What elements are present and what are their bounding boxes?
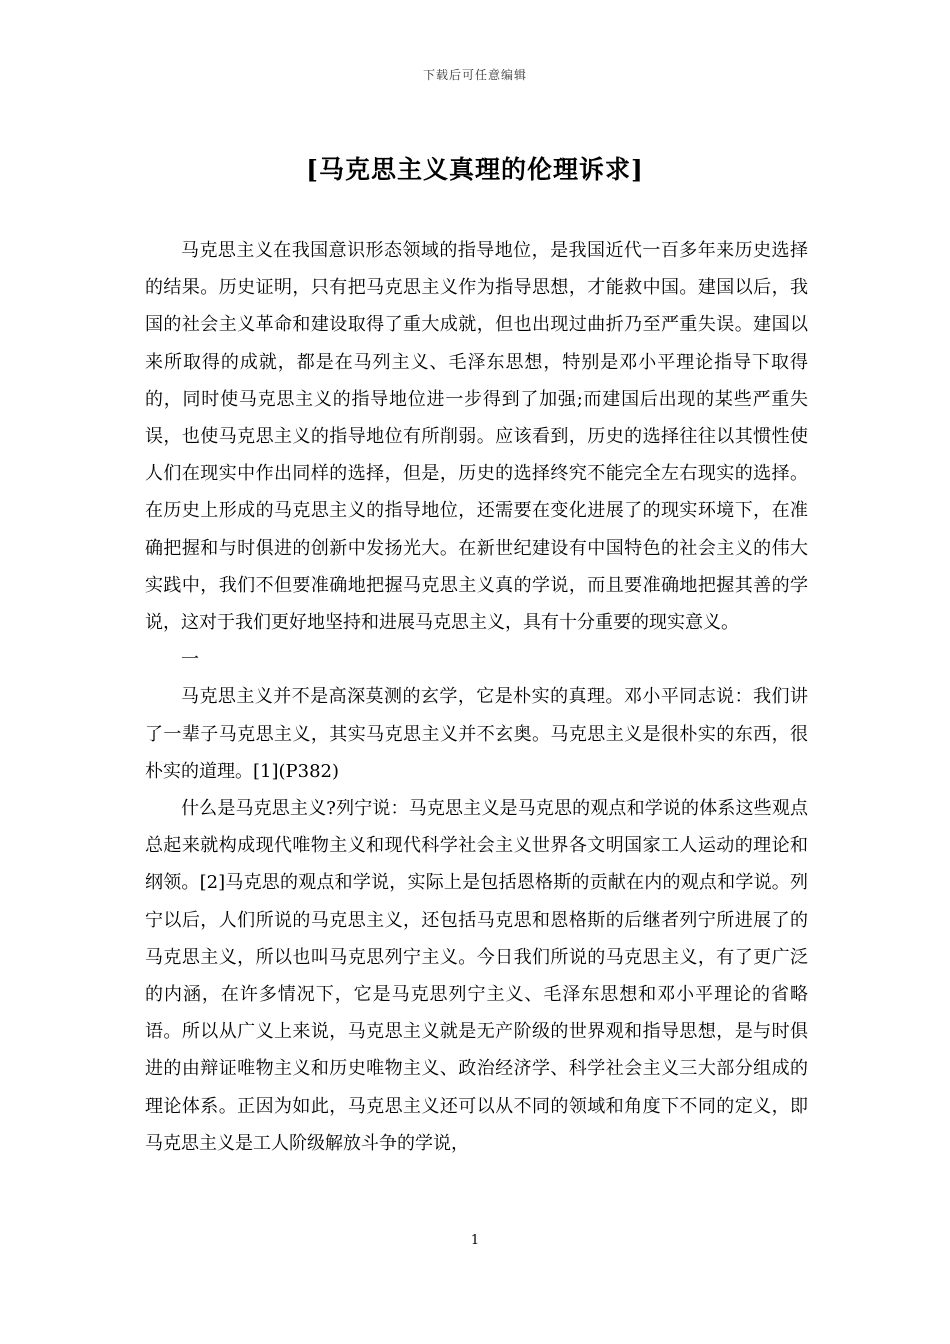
- document-body: [145, 232, 808, 1162]
- paragraph-definition: 什么是马克思主义?列宁说：马克思主义是马克思的观点和学说的体系这些观点总起来就构成现代唯物主义和现代科学社会主义世界各文明国家工人运动的理论和纲领。[2]马克思的观点和学说，实际上是包括恩格斯的贡献在内的观点和学说。列宁以后，人们所说的马克思主义，还包括马克思和恩格斯的后继者列宁所进展了的马克思主义，所以也叫马克思列宁主义。今日我们所说的马克思主义，有了更广泛的内涵，在许多情况下，它是马克思列宁主义、毛泽东思想和邓小平理论的省略语。所以从广义上来说，马克思主义就是无产阶级的世界观和指导思想，是与时俱进的由辩证唯物主义和历史唯物主义、政治经济学、科学社会主义三大部分组成的理论体系。正因为如此，马克思主义还可以从不同的领域和角度下不同的定义，即马克思主义是工人阶级解放斗争的学说，: [145, 798, 808, 1154]
- section-heading-one: 一: [181, 649, 199, 671]
- document-title: [马克思主义真理的伦理诉求]: [306, 155, 644, 184]
- paragraph-intro: 马克思主义在我国意识形态领域的指导地位，是我国近代一百多年来历史选择的结果。历史证明，只有把马克思主义作为指导思想，才能救中国。建国以后，我国的社会主义革命和建设取得了重大成就，但也出现过曲折乃至严重失误。建国以来所取得的成就，都是在马列主义、毛泽东思想，特别是邓小平理论指导下取得的，同时使马克思主义的指导地位进一步得到了加强;而建国后出现的某些严重失误，也使马克思主义的指导地位有所削弱。应该看到，历史的选择往往以其惯性使人们在现实中作出同样的选择，但是，历史的选择终究不能完全左右现实的选择。在历史上形成的马克思主义的指导地位，还需要在变化进展了的现实环境下，在准确把握和与时俱进的创新中发扬光大。在新世纪建设有中国特色的社会主义的伟大实践中，我们不但要准确地把握马克思主义真的学说，而且要准确地把握其善的学说，这对于我们更好地坚持和进展马克思主义，具有十分重要的现实意义。: [145, 240, 808, 634]
- page-header-note: 下载后可任意编辑: [422, 68, 527, 82]
- paragraph-plain-truth: 马克思主义并不是高深莫测的玄学，它是朴实的真理。邓小平同志说：我们讲了一辈子马克思主义，其实马克思主义并不玄奥。马克思主义是很朴实的东西，很朴实的道理。[1](P382): [145, 686, 808, 782]
- page-number: 1: [470, 1233, 480, 1248]
